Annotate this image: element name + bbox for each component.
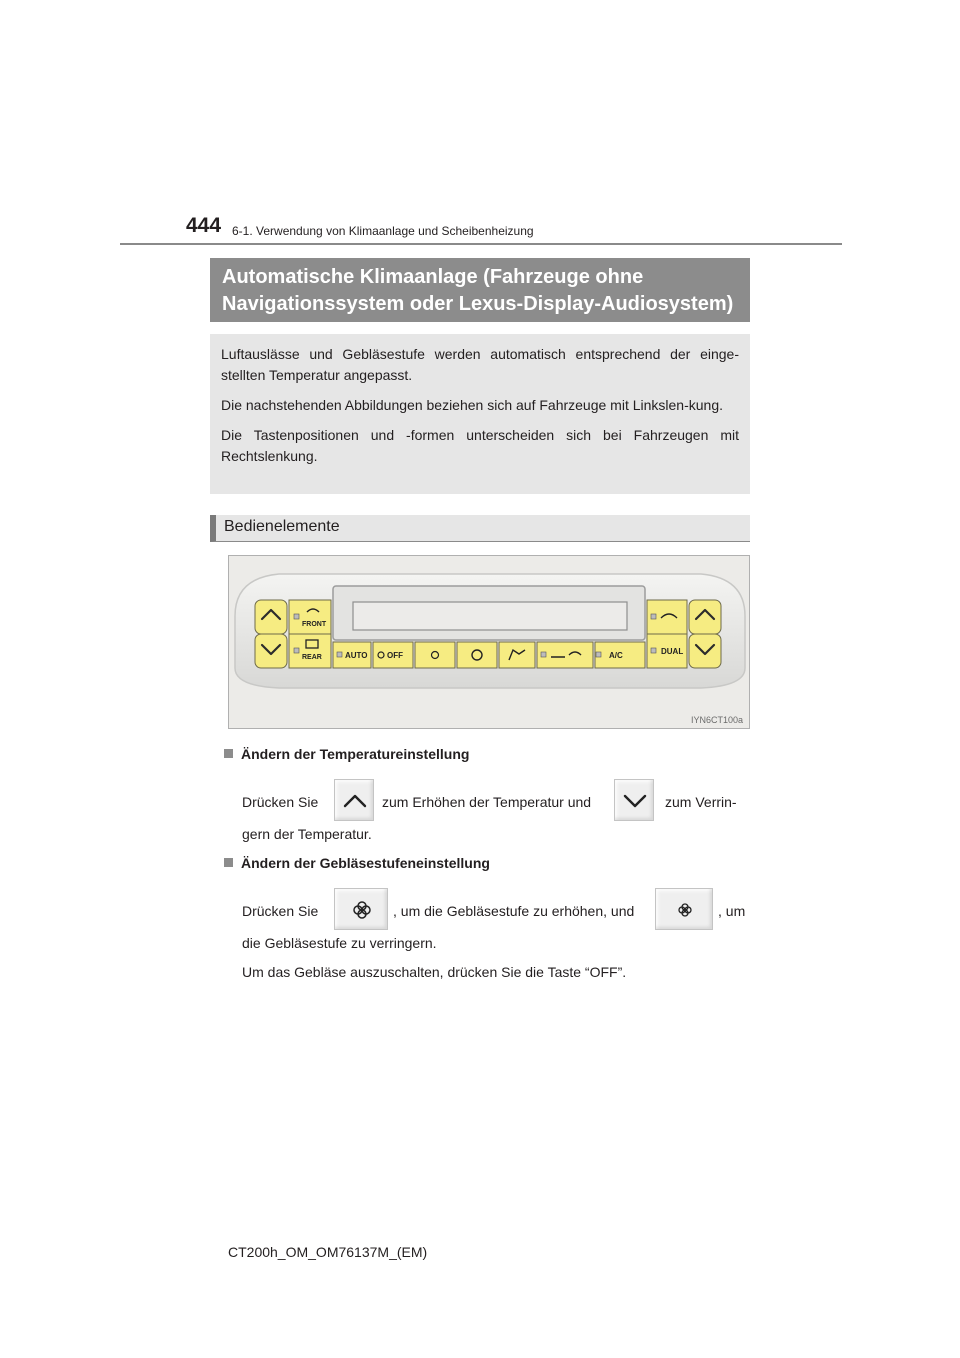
- fan-down-button[interactable]: [415, 642, 455, 668]
- temperature-text-c: zum Verrin-: [665, 794, 737, 810]
- temperature-text-b: zum Erhöhen der Temperatur und: [382, 794, 592, 810]
- display-screen: [353, 602, 627, 630]
- fan-text-d: die Gebläsestufe zu verringern.: [242, 935, 437, 951]
- fan-heading: Ändern der Gebläsestufeneinstellung: [224, 855, 490, 871]
- temperature-text-a: Drücken Sie: [242, 794, 319, 810]
- temp-up-left-button[interactable]: [255, 600, 287, 634]
- ac-label: A/C: [609, 651, 623, 660]
- airflow-mode-button[interactable]: [499, 642, 535, 668]
- intro-paragraph-3: Die Tastenpositionen und -formen unterscheiden sich bei Fahrzeugen mit Rechtslenkung.: [221, 427, 739, 464]
- control-panel-illustration: [229, 556, 750, 729]
- temp-up-right-button[interactable]: [689, 600, 721, 634]
- off-label: OFF: [387, 651, 403, 660]
- front-label: FRONT: [302, 621, 327, 628]
- intro-box: [210, 334, 750, 494]
- intro-paragraph-1: Luftauslässe und Gebläsestufe werden automatisch entsprechend der einge-stellten Temperatur angepasst.: [221, 346, 739, 383]
- temperature-heading: Ändern der Temperatureinstellung: [224, 746, 469, 762]
- temperature-text-d: gern der Temperatur.: [242, 826, 372, 842]
- fan-up-button-image: [334, 888, 388, 930]
- control-panel-figure: [228, 555, 750, 729]
- temp-up-button-image: [334, 779, 374, 821]
- fan-down-button-image: [655, 888, 713, 930]
- fan-text-a: Drücken Sie: [242, 903, 319, 919]
- page-number: 444: [186, 214, 222, 237]
- fan-text-b: , um die Gebläsestufe zu erhöhen, und: [393, 903, 635, 919]
- chevron-down-icon: [615, 780, 655, 822]
- main-title-line-1: Automatische Klimaanlage (Fahrzeuge ohne: [222, 266, 644, 288]
- main-title-line-2: Navigationssystem oder Lexus-Display-Audiosystem): [222, 293, 734, 315]
- subsection-title: Bedienelemente: [210, 515, 750, 542]
- temp-down-right-button[interactable]: [689, 634, 721, 668]
- fan-text-e: Um das Gebläse auszuschalten, drücken Sie die Taste “OFF”.: [242, 964, 627, 980]
- intro-paragraph-2: Die nachstehenden Abbildungen beziehen sich auf Fahrzeuge mit Linkslen-kung.: [221, 397, 724, 413]
- fan-large-icon: [335, 889, 389, 931]
- rear-label: REAR: [302, 654, 322, 661]
- section-title: 6-1. Verwendung von Klimaanlage und Scheibenheizung: [232, 224, 534, 238]
- bullet-square-icon: [224, 749, 233, 758]
- fan-text-c: , um: [718, 903, 746, 919]
- fan-up-button[interactable]: [457, 642, 497, 668]
- figure-code: IYN6CT100a: [690, 715, 743, 725]
- footer-doc-code: CT200h_OM_OM76137M_(EM): [228, 1244, 428, 1260]
- main-title: [210, 258, 750, 322]
- header-divider: [120, 243, 842, 245]
- temp-down-button-image: [614, 779, 654, 821]
- fan-small-icon: [656, 889, 714, 931]
- auto-label: AUTO: [345, 651, 368, 660]
- dual-label: DUAL: [661, 647, 684, 656]
- temp-down-left-button[interactable]: [255, 634, 287, 668]
- bullet-square-icon: [224, 858, 233, 867]
- chevron-up-icon: [335, 780, 375, 822]
